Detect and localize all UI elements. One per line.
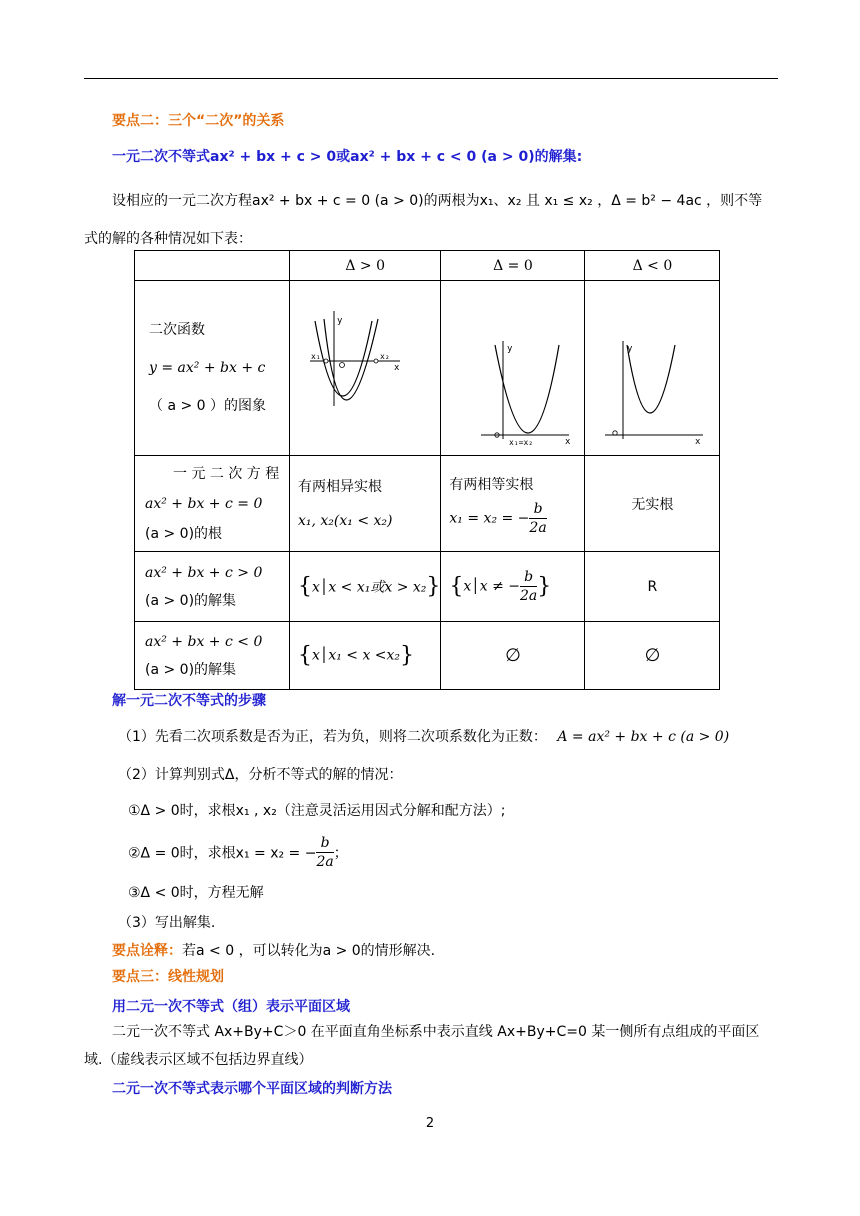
step-1 bbox=[118, 726, 729, 746]
lt-two-roots-cell: {x│x₁ < x <x₂} bbox=[290, 622, 441, 690]
note-text: 若a < 0 ，可以转化为a > 0的情形解决. bbox=[182, 943, 436, 959]
gt-label-line1: ax² + bx + c > 0 bbox=[145, 564, 263, 581]
intro-line-2: 式的解的各种情况如下表： bbox=[84, 231, 252, 247]
heading-point-three: 要点三：线性规划 bbox=[112, 969, 224, 985]
step-2a: ①Δ > 0时，求根x₁ , x₂（注意灵活运用因式分解和配方法）; bbox=[128, 803, 506, 819]
parabola-no-root bbox=[585, 281, 719, 451]
g1-x1-label: x₁ bbox=[311, 352, 321, 361]
step-2c: ③Δ < 0时，方程无解 bbox=[128, 885, 264, 901]
g2-x-label: x bbox=[565, 437, 571, 447]
step-2b-end: ； bbox=[333, 845, 348, 862]
gt-label-line2: (a > 0)的解集 bbox=[145, 592, 237, 609]
g3-x-label: x bbox=[695, 437, 701, 447]
roots-none-cell: 无实根 bbox=[585, 456, 720, 552]
step-2b-denominator: 2a bbox=[316, 854, 334, 870]
header-rule bbox=[84, 78, 778, 79]
gt-two-roots-cell: {x│x < x₁或x > x₂} bbox=[290, 552, 441, 622]
table-header-delta-zero: Δ = 0 bbox=[441, 251, 585, 281]
intro-line-1: 设相应的一元二次方程ax² + bx + c = 0 (a > 0)的两根为x₁、x₂ 且 x₁ ≤ x₂ ，Δ = b² − 4ac ，则不等 bbox=[112, 193, 763, 209]
roots-equal-cell bbox=[441, 456, 585, 552]
quadratic-table bbox=[134, 250, 720, 690]
roots-label-line2: ax² + bx + c = 0 bbox=[145, 495, 263, 512]
gt-equal-denominator: 2a bbox=[520, 588, 538, 604]
gt-none-cell: R bbox=[585, 552, 720, 622]
subheading-solution-set: 一元二次不等式ax² + bx + c > 0或ax² + bx + c < 0 (a > 0)的解集: bbox=[112, 149, 583, 165]
step-2b-numerator: b bbox=[316, 834, 333, 853]
roots-two-distinct-cell bbox=[290, 456, 441, 552]
roots-equal-text: 有两相等实根 bbox=[449, 477, 534, 493]
gt-equal-fraction bbox=[520, 568, 537, 605]
region-paragraph-line2: 域.（虚线表示区域不包括边界直线） bbox=[84, 1052, 313, 1068]
region-paragraph-line1: 二元一次不等式 Ax+By+C＞0 在平面直角坐标系中表示直线 Ax+By+C=0 某一侧所有点组成的平面区 bbox=[112, 1024, 760, 1040]
region-paragraph bbox=[84, 1018, 778, 1074]
parabola-two-roots bbox=[290, 281, 431, 451]
g1-x2-label: x₂ bbox=[380, 352, 390, 361]
row-lt-label bbox=[135, 622, 290, 690]
table-header-delta-positive: Δ > 0 bbox=[290, 251, 441, 281]
gt-equal-set: x│x ≠ − bbox=[463, 578, 520, 595]
gt-equal-numerator: b bbox=[520, 568, 537, 587]
g1-origin-mark bbox=[340, 363, 345, 368]
gt-two-roots-set: x│x < x₁或x > x₂ bbox=[312, 579, 427, 596]
note-line bbox=[112, 940, 435, 960]
row-roots-label bbox=[135, 456, 290, 552]
graph-one-root-cell bbox=[441, 281, 585, 456]
roots-equal-numerator: b bbox=[529, 500, 546, 519]
step-2: （2）计算判别式Δ，分析不等式的解的情况： bbox=[118, 767, 403, 783]
graph-label-line2: y = ax² + bx + c bbox=[149, 360, 266, 376]
gt-equal-cell: {x│x ≠ − $\frac{b}{2a}$ } bbox=[441, 552, 585, 622]
steps-heading: 解一元二次不等式的步骤 bbox=[112, 693, 266, 709]
g2-root-label: x₁=x₂ bbox=[509, 438, 534, 447]
parabola-one-root bbox=[441, 281, 584, 451]
note-label: 要点诠释： bbox=[112, 943, 182, 959]
step-1-text: （1）先看二次项系数是否为正，若为负，则将二次项系数化为正数： bbox=[118, 729, 547, 745]
row-graph-label bbox=[135, 281, 290, 456]
roots-equal-denominator: 2a bbox=[529, 520, 547, 536]
page-number: 2 bbox=[425, 1116, 435, 1131]
roots-equal-math: x₁ = x₂ = − bbox=[449, 510, 530, 527]
g1-x-label: x bbox=[394, 363, 400, 373]
lt-label-line1: ax² + bx + c < 0 bbox=[145, 633, 263, 650]
step-1-math: A = ax² + bx + c (a > 0) bbox=[557, 729, 730, 745]
step-3: （3）写出解集. bbox=[118, 915, 216, 931]
lt-label-line2: (a > 0)的解集 bbox=[145, 661, 237, 678]
step-2b-text: ②Δ = 0时，求根x₁ = x₂ = − bbox=[128, 845, 317, 862]
graph-label-line1: 二次函数 bbox=[149, 322, 205, 338]
lt-none-empty-set: ∅ bbox=[585, 622, 720, 690]
table-header-blank bbox=[135, 251, 290, 281]
row-gt-label bbox=[135, 552, 290, 622]
roots-equal-fraction bbox=[529, 500, 546, 537]
roots-two-distinct-math: x₁, x₂(x₁ < x₂) bbox=[298, 512, 393, 529]
subheading-region: 用二元一次不等式（组）表示平面区域 bbox=[112, 999, 350, 1015]
step-2b-fraction bbox=[316, 834, 333, 871]
graph-label-line3: （ a > 0 ）的图象 bbox=[149, 398, 267, 414]
g3-y-label: y bbox=[627, 344, 633, 354]
step-2b bbox=[128, 834, 348, 871]
g1-y-label: y bbox=[337, 316, 343, 326]
roots-two-distinct-text: 有两相异实根 bbox=[298, 478, 382, 495]
g2-y-label: y bbox=[507, 344, 513, 354]
lt-two-roots-set: x│x₁ < x <x₂ bbox=[312, 647, 401, 664]
heading-point-two: 要点二：三个“二次”的关系 bbox=[112, 113, 285, 129]
lt-equal-empty-set: ∅ bbox=[441, 622, 585, 690]
graph-no-root-cell bbox=[585, 281, 720, 456]
table-header-delta-negative: Δ < 0 bbox=[585, 251, 720, 281]
roots-label-line1: 一 元 二 次 方 程 bbox=[173, 465, 280, 482]
graph-two-roots-cell bbox=[290, 281, 441, 456]
subheading-judgement: 二元一次不等式表示哪个平面区域的判断方法 bbox=[112, 1081, 392, 1097]
roots-label-line3: (a > 0)的根 bbox=[145, 525, 223, 542]
